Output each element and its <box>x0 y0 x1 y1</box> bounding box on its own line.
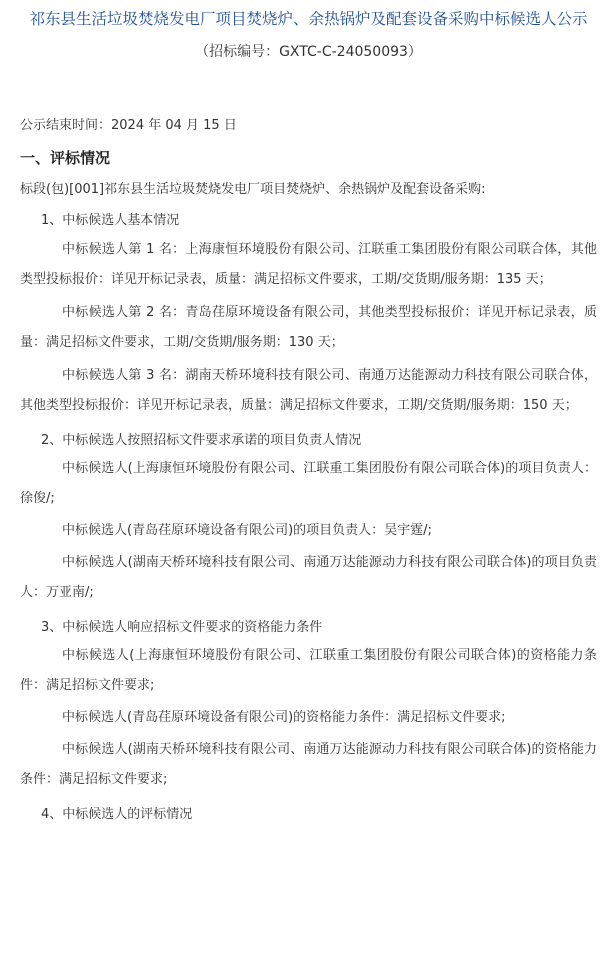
qualification-paragraph: 中标候选人(青岛荏原环境设备有限公司)的资格能力条件：满足招标文件要求; <box>62 710 506 725</box>
notice-page <box>0 6 611 959</box>
subsection-heading-evaluation-status: 4、中标候选人的评标情况 <box>41 807 193 822</box>
candidate-paragraph: 中标候选人第 3 名：湖南天桥环境科技有限公司、南通万达能源动力科技有限公司联合体，其他类型投标报价：详见开标记录表，质量：满足招标文件要求，工期/交货期/服务期：150 天； <box>20 368 597 413</box>
bid-code: （招标编号：GXTC-C-24050093） <box>195 44 422 60</box>
candidate-paragraph: 中标候选人第 2 名：青岛荏原环境设备有限公司，其他类型投标报价：详见开标记录表，质量：满足招标文件要求，工期/交货期/服务期：130 天； <box>20 305 597 350</box>
lot-description: 标段(包)[001]祁东县生活垃圾焚烧发电厂项目焚烧炉、余热锅炉及配套设备采购: <box>20 182 486 197</box>
section-heading-evaluation: 一、评标情况 <box>20 149 111 167</box>
subsection-heading-project-lead: 2、中标候选人按照招标文件要求承诺的项目负责人情况 <box>41 433 362 448</box>
project-lead-paragraph: 中标候选人(湖南天桥环境科技有限公司、南通万达能源动力科技有限公司联合体)的项目负责人：万亚南/; <box>20 555 597 600</box>
page-title: 祁东县生活垃圾焚烧发电厂项目焚烧炉、余热锅炉及配套设备采购中标候选人公示 <box>29 10 588 28</box>
subsection-heading-basic-info: 1、中标候选人基本情况 <box>41 213 180 228</box>
end-time: 公示结束时间：2024 年 04 月 15 日 <box>20 118 237 133</box>
subsection-heading-qualification: 3、中标候选人响应招标文件要求的资格能力条件 <box>41 620 323 635</box>
project-lead-paragraph: 中标候选人(青岛荏原环境设备有限公司)的项目负责人：吴宇霆/; <box>62 523 432 538</box>
project-lead-paragraph: 中标候选人(上海康恒环境股份有限公司、江联重工集团股份有限公司联合体)的项目负责人：徐俊/; <box>20 461 597 506</box>
candidate-paragraph: 中标候选人第 1 名：上海康恒环境股份有限公司、江联重工集团股份有限公司联合体，其他类型投标报价：详见开标记录表，质量：满足招标文件要求，工期/交货期/服务期：135 天； <box>20 242 597 287</box>
qualification-paragraph: 中标候选人(上海康恒环境股份有限公司、江联重工集团股份有限公司联合体)的资格能力条件：满足招标文件要求; <box>20 648 597 693</box>
qualification-paragraph: 中标候选人(湖南天桥环境科技有限公司、南通万达能源动力科技有限公司联合体)的资格能力条件：满足招标文件要求; <box>20 742 597 787</box>
